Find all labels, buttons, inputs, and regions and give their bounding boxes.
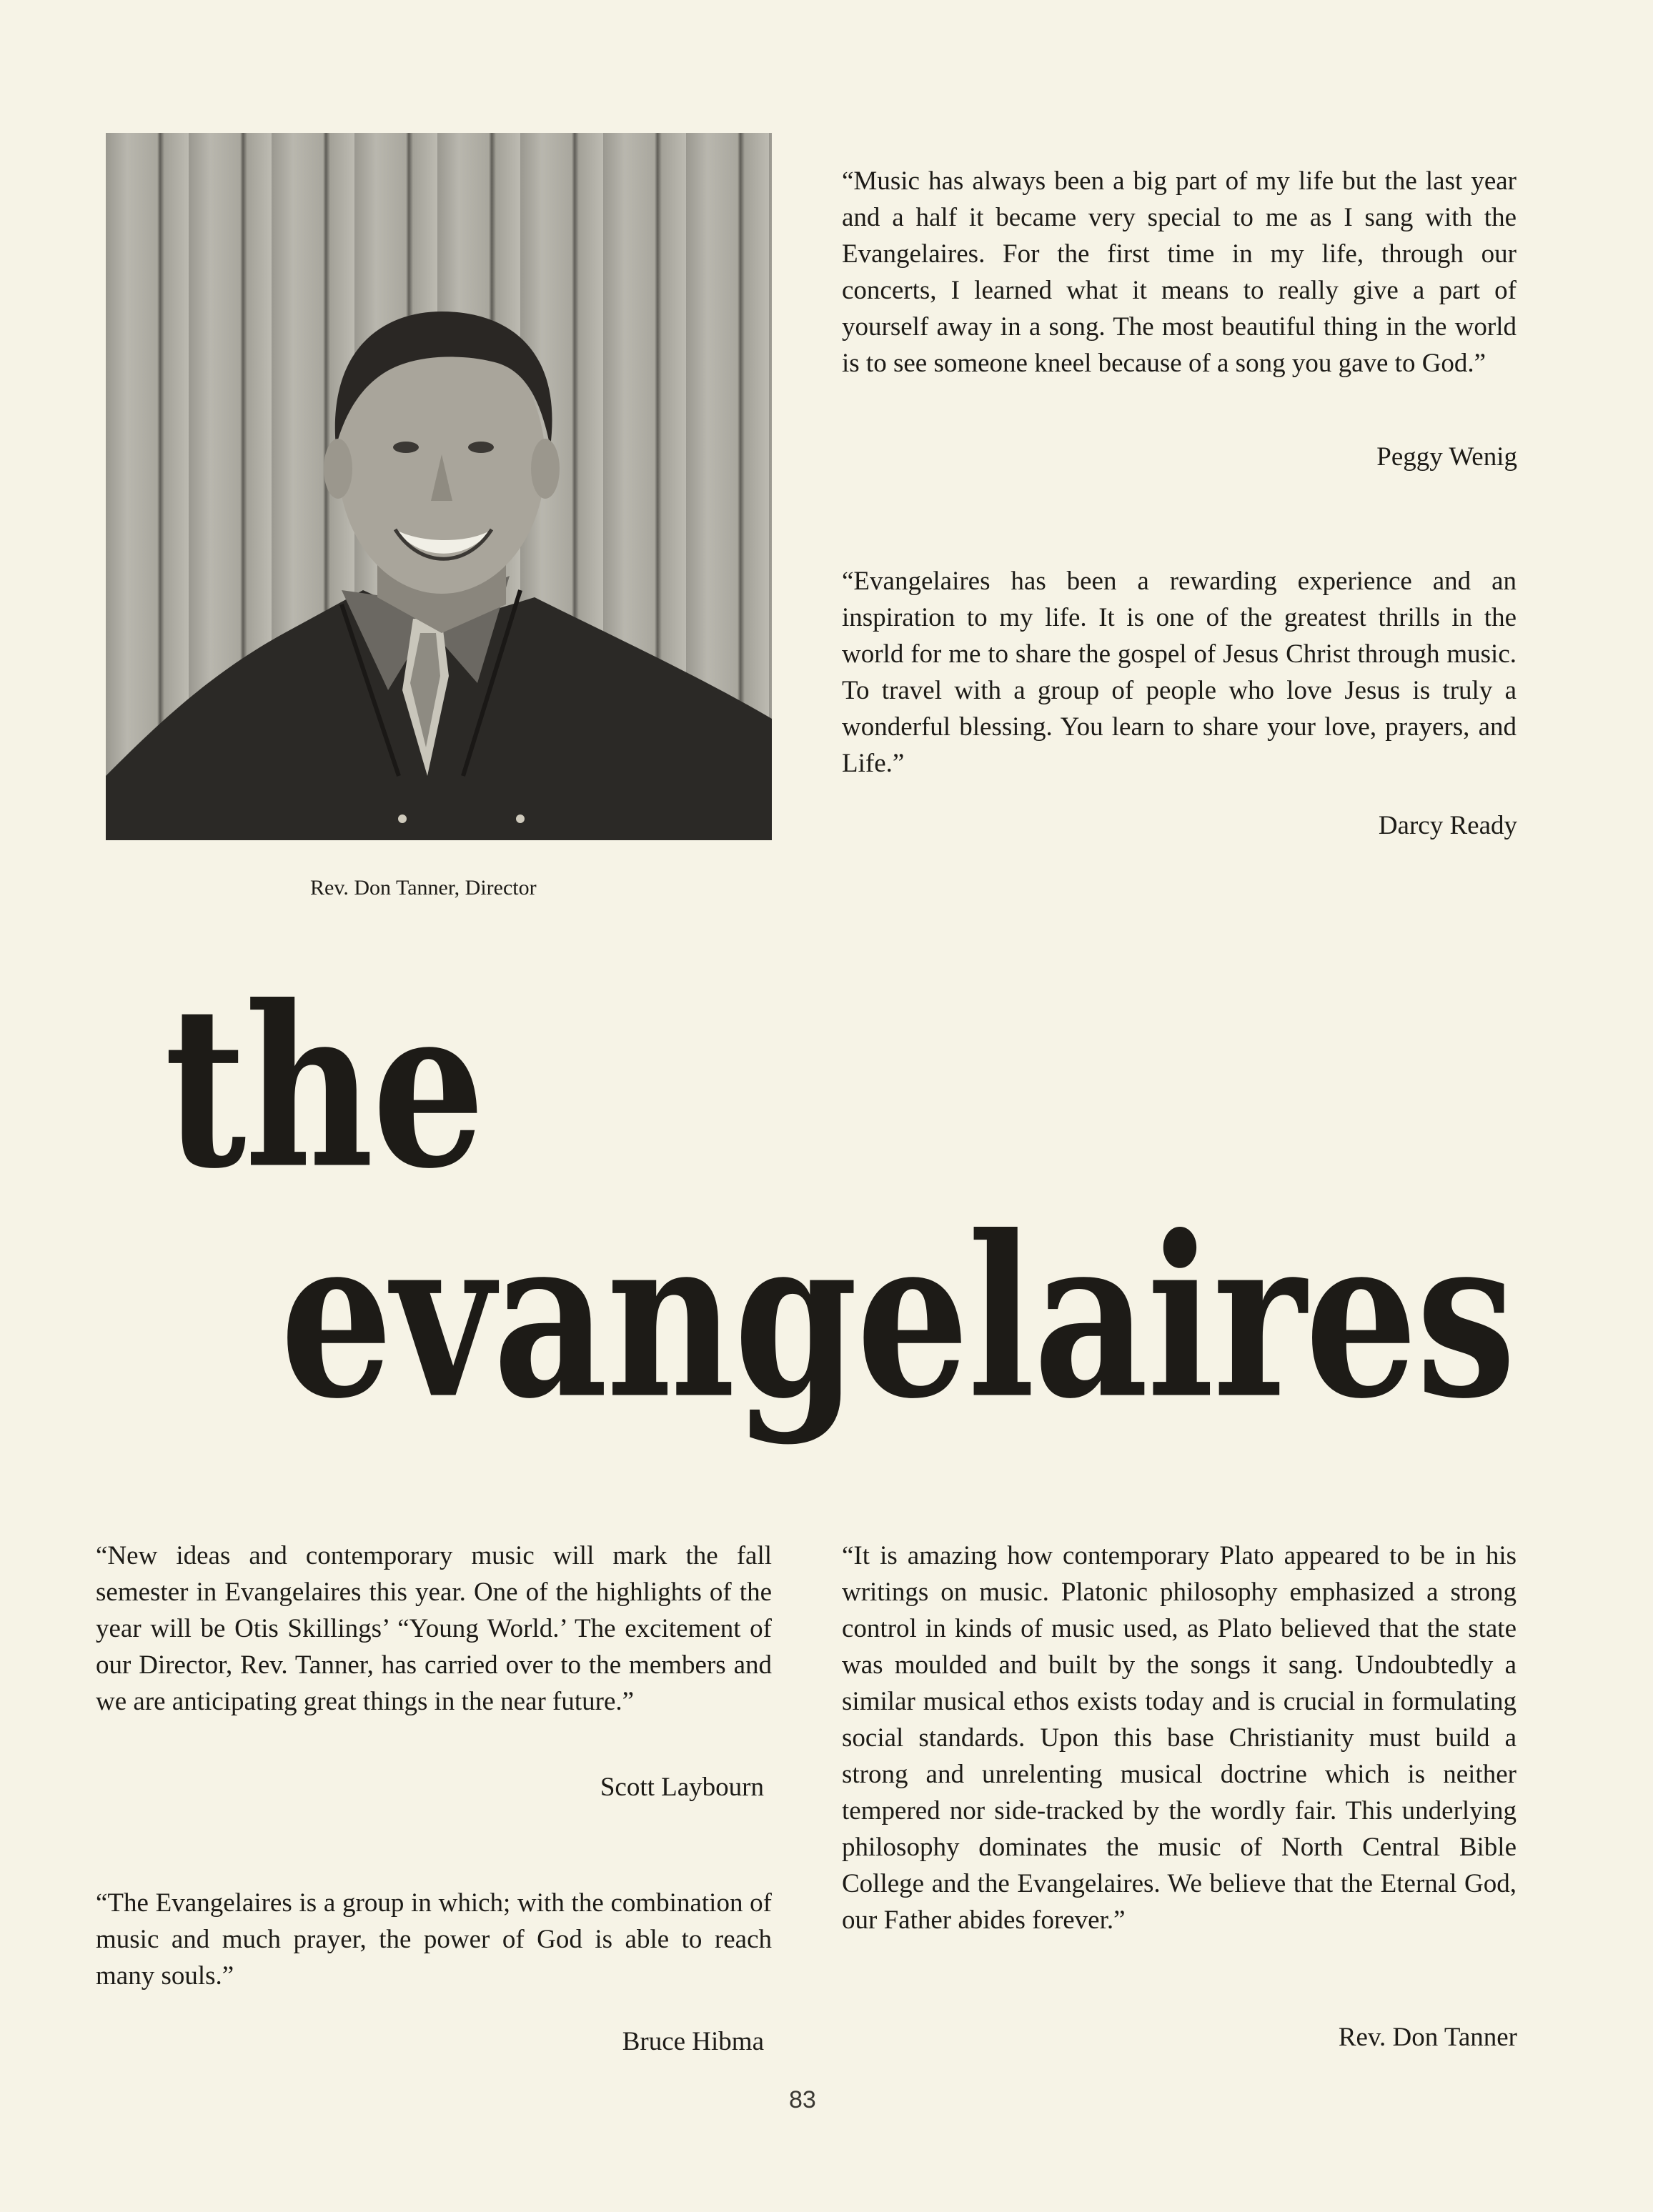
author-peggy-wenig: Peggy Wenig: [1376, 442, 1517, 472]
photo-caption: Rev. Don Tanner, Director: [310, 876, 537, 900]
headline-the: the: [164, 957, 484, 1218]
portrait-illustration: [106, 133, 772, 840]
quote-scott-laybourn: “New ideas and contemporary music will mark the fall semester in Evangelaires this year. One of the highlights of the year will be Otis Skillings’ “Young World.’ The excitement of our Director, Rev. Tanner, has carried over to the members and we are anticipating great things in the near future.”: [96, 1541, 772, 1716]
quote-bruce-hibma: “The Evangelaires is a group in which; with the combination of music and much prayer, the power of God is able to reach many souls.”: [96, 1888, 772, 1991]
quote-peggy-wenig: “Music has always been a big part of my life but the last year and a half it became very special to me as I sang with the Evangelaires. For the first time in my life, through our concerts, I learned what it means to really give a part of yourself away in a song. The most beautiful thing in the world is to see someone kneel because of a song you gave to God.”: [842, 166, 1517, 378]
director-portrait-photo: [106, 133, 772, 840]
quote-rev-don-tanner: “It is amazing how contemporary Plato appeared to be in his writings on music. Platonic philosophy emphasized a strong control in kinds of music used, as Plato believed that the state was moulded and built by the songs it sang. Undoubtedly a similar musical ethos exists today and is crucial in formulating social standards. Upon this base Christianity must build a strong and unrelenting musical doctrine which is neither tempered nor side-tracked by the wordly fair. This underlying philosophy dominates the music of North Central Bible College and the Evangelaires. We believe that the Eternal God, our Father abides forever.”: [842, 1541, 1517, 1935]
author-rev-don-tanner: Rev. Don Tanner: [1338, 2023, 1517, 2052]
quote-darcy-ready: “Evangelaires has been a rewarding experience and an inspiration to my life. It is one of the greatest thrills in the world for me to share the gospel of Jesus Christ through music. To travel with a group of people who love Jesus is truly a wonderful blessing. You learn to share your love, prayers, and Life.”: [842, 567, 1517, 778]
headline-evangelaires: evangelaires: [280, 1187, 1515, 1448]
author-bruce-hibma: Bruce Hibma: [622, 2027, 764, 2056]
author-darcy-ready: Darcy Ready: [1378, 811, 1517, 840]
page-number: 83: [789, 2086, 816, 2113]
author-scott-laybourn: Scott Laybourn: [600, 1773, 764, 1802]
